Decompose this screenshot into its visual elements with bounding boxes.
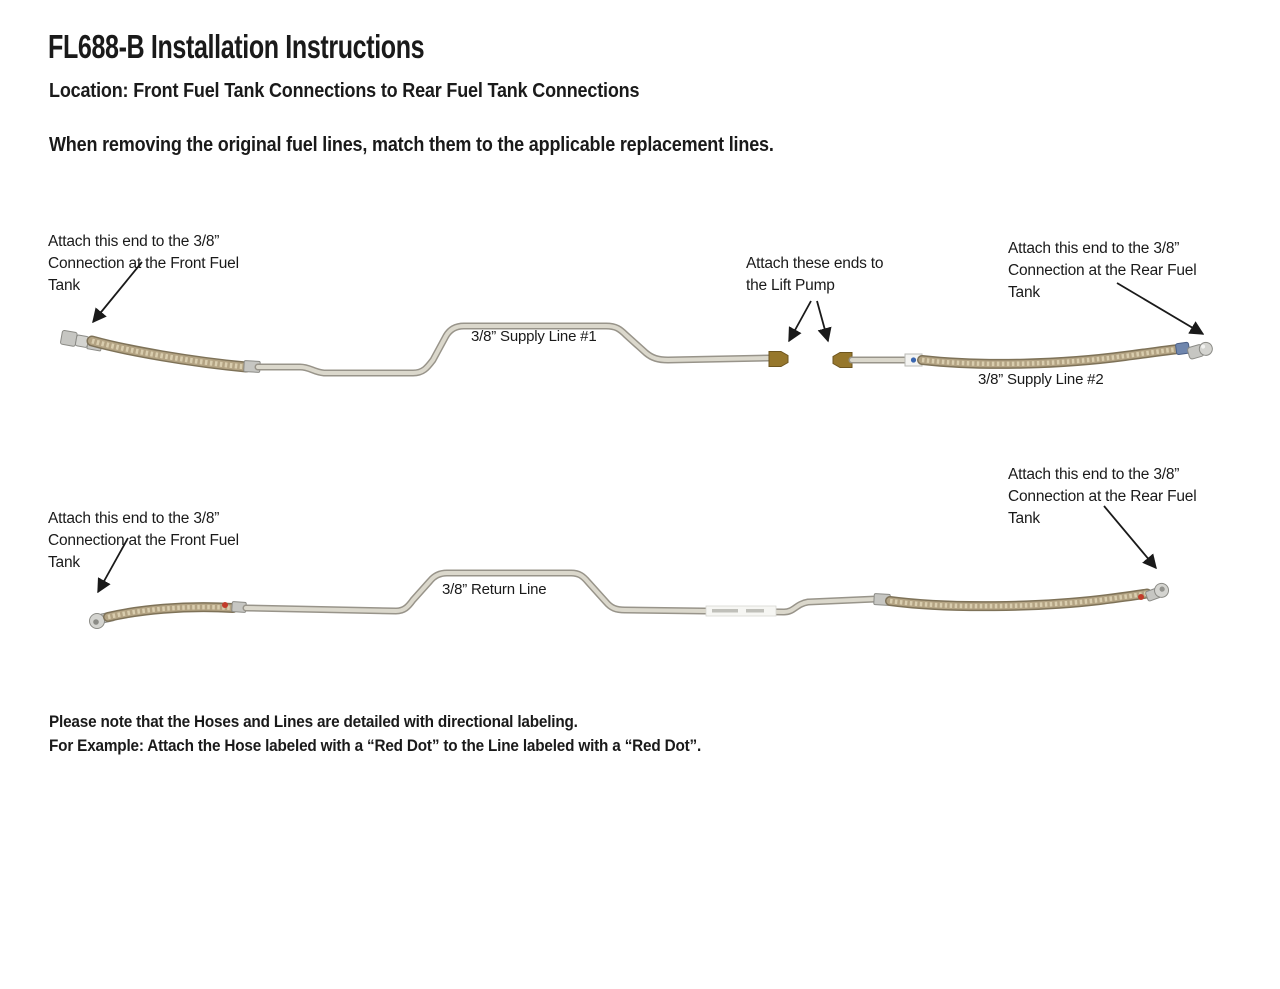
callout-arrows xyxy=(93,262,1203,592)
callout-line: Attach this end to the 3/8” xyxy=(48,233,220,250)
braided-hose xyxy=(890,594,1147,607)
page-title: FL688-B Installation Instructions xyxy=(48,28,425,65)
rear-banjo-fitting xyxy=(1144,581,1170,602)
location-line: Location: Front Fuel Tank Connections to Rear Fuel Tank Connections xyxy=(49,80,640,102)
red-dot xyxy=(1138,594,1144,600)
return-line-label: 3/8” Return Line xyxy=(442,581,547,598)
supply-line-2 xyxy=(833,341,1214,368)
directional-sticker xyxy=(706,606,776,616)
brass-fitting xyxy=(769,352,788,367)
steel-tube xyxy=(246,573,876,612)
callout-line: Tank xyxy=(1008,284,1040,301)
callout-line: Connection at the Rear Fuel xyxy=(1008,262,1197,279)
supply-line-1 xyxy=(60,326,788,373)
callout-line: Attach this end to the 3/8” xyxy=(1008,466,1180,483)
braided-hose xyxy=(922,349,1184,364)
instruction-line: When removing the original fuel lines, match them to the applicable replacement lines. xyxy=(49,134,774,156)
note-line: Please note that the Hoses and Lines are detailed with directional labeling. xyxy=(49,712,578,731)
note-line: For Example: Attach the Hose labeled with a “Red Dot” to the Line labeled with a “Red Dot”. xyxy=(49,736,702,755)
callout-line: Attach this end to the 3/8” xyxy=(48,510,220,527)
supply-line-2-label: 3/8” Supply Line #2 xyxy=(978,371,1104,388)
callout-front-tank-return xyxy=(48,508,239,574)
callout-rear-tank-return xyxy=(1008,464,1196,530)
callout-front-tank-supply xyxy=(48,231,239,297)
callout-rear-tank-supply xyxy=(1008,238,1196,304)
braided-hose xyxy=(108,607,233,617)
callout-line: Connection at the Front Fuel xyxy=(48,255,239,272)
rear-end-fitting xyxy=(1187,341,1214,360)
callout-line: Tank xyxy=(1008,510,1040,527)
callout-line: Connection at the Rear Fuel xyxy=(1008,488,1197,505)
callout-line: Tank xyxy=(48,277,80,294)
callout-line: Attach this end to the 3/8” xyxy=(1008,240,1180,257)
blue-dot xyxy=(911,357,916,362)
arrow-lift-pump-left xyxy=(789,301,811,341)
callout-line: Tank xyxy=(48,554,80,571)
footer-note xyxy=(49,710,701,758)
return-line xyxy=(90,573,1171,629)
callout-line: Connection at the Front Fuel xyxy=(48,532,239,549)
supply-line-1-label: 3/8” Supply Line #1 xyxy=(471,328,597,345)
red-dot xyxy=(222,602,228,608)
callout-line: Attach these ends to xyxy=(746,255,884,272)
braided-hose xyxy=(92,341,246,367)
callout-line: the Lift Pump xyxy=(746,277,835,294)
callout-lift-pump xyxy=(746,253,883,297)
arrow-lift-pump-right xyxy=(817,301,828,341)
